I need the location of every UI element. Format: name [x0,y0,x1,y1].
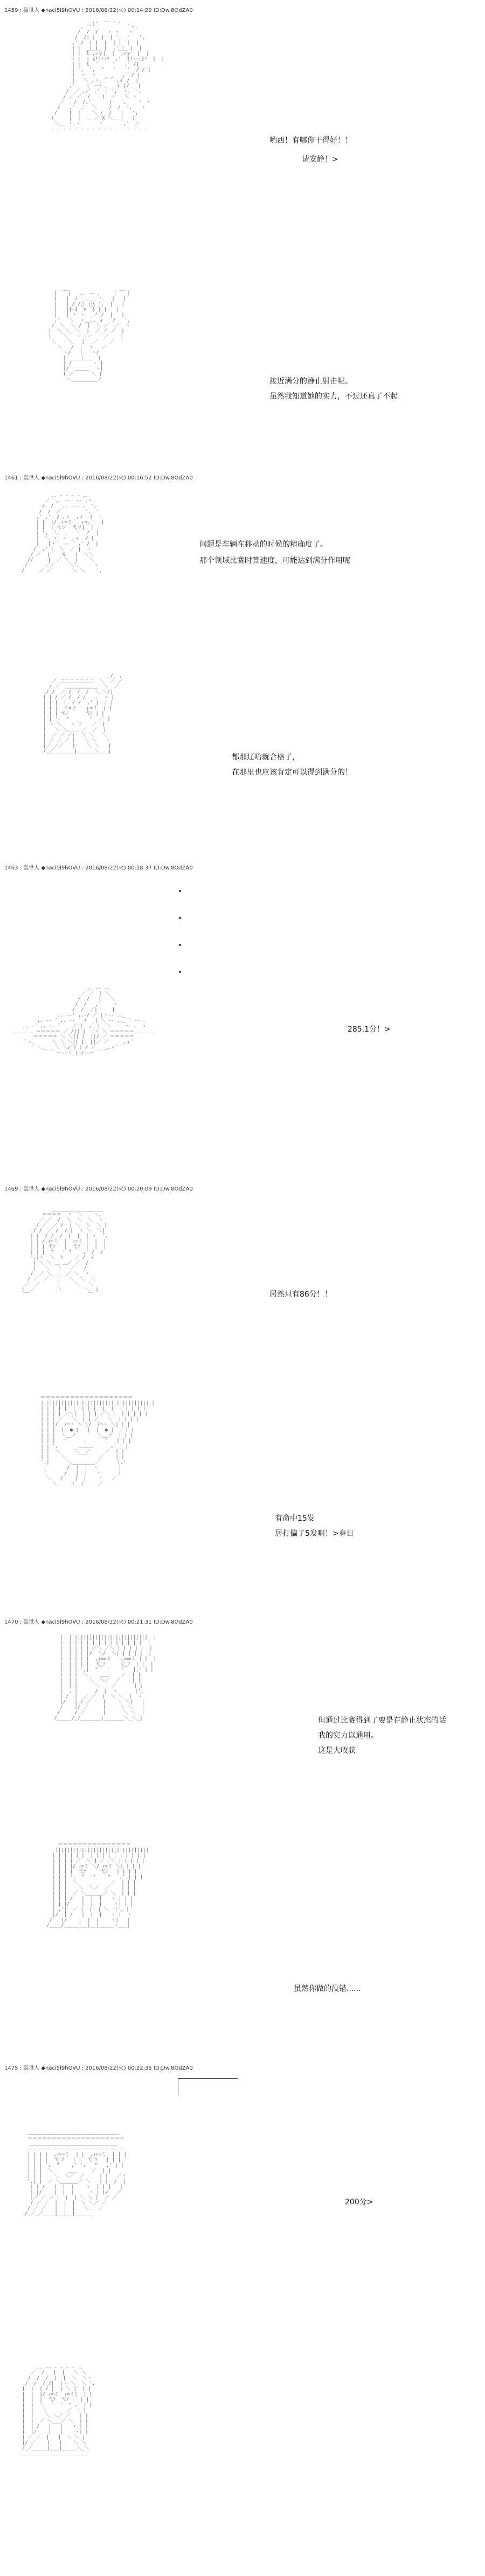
dialogue-line: 居然只有86分！！ [269,1290,332,1299]
ascii-art: ＿＿＿＿＿＿＿＿＿＿＿＿＿＿＿＿＿＿＿ ＝＝＝＝＝＝＝＝＝＝＝＝＝＝＝＝＝＝＝＝ ＿＿＿＿＿＿＿＿＿＿＿＿＿＿＿＿＿＿ ＝＝＝＝＝＝＝＝＝＝＝＝＝＝＝＝＝＝＝＝ | | | | ,ｨ==ミ | | ,ｨ==ミ | | | | | | | 弋_ｿ | | 弋_ｿ | | | | | | ', " ,' ', " ,' | | | | | ＼ ＿＿ ／ | | | | | ＼ ＼／ ／ | | ／ヽ ',| | ／ ＼______／ ＼ | | / | | | / | | | ヽ | | | | | |/ | | | ヽ | |/ ／ |／ ／ ／ | | | ＼ ＼ | ／ ／ / ／ ／ | | | ＼ ＼／ ／ / ／ ／ | | | ＼＿＿／ /_／_／____|__|__|______ [24,2131,127,2217]
dialogue-line: 但通过比赛得到了要是在静止状态的话 [318,1716,446,1725]
ascii-art: ______ ______ | ￣| ,. -- 、 | ￣ | | | / ____ ヽ | | | | / /ﾟ ﾟ\ ', | | | |{ { ▽ } } | | | | ヽ ヽ___ノ / | | ,' ＼ ヽ__,. ィ / ', / ＼ ＼ / | ＼ ／ ／ ヽ | ＼ ＼_ ＼ | ／_／ ／ | | ＼ ー |ー ／ | ＼ ＼___|___／ ／ ＼ / | ヽ ／ ヽ/ | ヽ/ | ___|___ | | / ヽ | |/ ＿＿＿ ヽ| ( ／ ＼ ) ヽ_________ノ [48,286,130,382]
bracket-line [178,2078,238,2095]
ascii-art: ＝＝＝＝＝＝＝＝＝＝＝＝＝＝＝ |||||||||||||||||||||||||||||||| | | | | | | | | | | | | | | | | | | | | ／ ＼ | ／ ＼ | | | | | | | | |/ ｨ=ミ ＼/ ｨ=ミ ＼| | | | | | | | 弋ｿ 弋ｿ | | | | | | | ', " ' " ,' | | | | | | ＼ ＿＿ ／ | | | | | | ＼ ＼／ ／ | | | | | | ／ ＼______／ ＼ | | | | | | / | | | ヽ | | | | | |/ | | | ヽ| | | | ,'| ／ | | | ＼ |', | |/ | / | | | ヽ | ヽ / |/ | | | ヽ| | /____/_____|__|__|_____ヽ___| [46,1842,149,1928]
dialogue-line: 问题是车辆在移动的时候的精确度了。 [199,540,328,549]
post-header: 1469 : 轰世人 ◆naci5l9hOVU : 2016/08/22(火) 00:20:09 ID:Dw.8OdZA0 [4,1186,193,1192]
dialogue-line: 200分> [345,2198,373,2206]
dialogue-line: 接近满分的静止射击呢。 [269,377,352,386]
ascii-art: ,. -‐ - 、 , ''" `ヽ、 / / / ヽ ヽ ヽ / /| | | | ', ' ', ,' / | | | | | | | | | _|_|_ | ,'_|_ | | | | l ,=ｙ| | ,=ｙ | | l | | {!:::ｿ ,' {!:::}ﾉ | | | | l ¨ ¨ ,' /| | ', ', " ' " / / | | ヽ ヽ _ _ ,' / | | ＼ .ヽ､ ` ´ ,イ / | ,' |｀ーｧ ､__ イ |/ | / ／ ,ｨ´ ,' | ', ヽ、 ', / ／ ／ / | ヽ ＼ ヽ ／ / /,' | ', ヽ ヽ / ,' ,' ＼ / / ', ヽ / | | ＼ / / | ', ( | | ＿ ／ X ＼＿ | ) ＼__ ヽ ヽ ヽ ,' ／ - - - - - - - - - - - - - - - - - [51,19,164,132]
dialogue-line: 虽然你做的没错...... [294,1985,361,1993]
dialogue-line: 在那里也应该肯定可以得到满分的！ [232,768,352,777]
dialogue-line: 我的实力以通用。 [318,1731,378,1740]
dialogue-line: 有命中15发 [275,1514,315,1523]
dialogue-line: 那个领域比赛时算速度，可能达到满分作用呢 [199,556,350,565]
dialogue-line: 请安静！> [302,155,338,164]
ascii-art: ,. -‐ ‐ ‐ ‐ - .、 ／ / | | ＼ ＼ / / / | | ＼ ＼ヽ / / / /| |ヽ ＼ ＼ ', | | | / | | ＼ | | | | | |/ ｨ=ミ ｨ=ミ| | | | | | 弋ｿ 弋ｿ | | | | | ', " ' " ,' | | | | ＼ ＿ ／ | | | | ＼ ＼／ ／ | | | | ／ ＼___／ ＼ | | | | / | | ヽ | | | |/ | | ヽ| | | ／ ／ | | ＼ ＼ | |/ ／ | | ＼ ＼ /_／_____|___|_____＼_＼ ＿＿＿＿＿＿＿＿＿＿＿＿＿＿ [19,2365,95,2456]
post-header: 1459 : 轰世人 ◆naci5l9hOVU : 2016/08/22(火) 00:14:29 ID:Dw.8OdZA0 [4,8,193,13]
post-header: 1463 : 轰世人 ◆naci5l9hOVU : 2016/08/22(火) 00:18:37 ID:Dw.8OdZA0 [4,865,193,871]
dialogue-line: 285.1分！> [348,1025,391,1034]
dialogue-line: 虽然我知道她的实力，不过还真了不起 [269,392,398,401]
post-header: 1470 : 轰世人 ◆naci5l9hOVU : 2016/08/22(火) 00:21:31 ID:Dw.8OdZA0 [4,1619,193,1625]
post-header: 1475 : 轰世人 ◆naci5l9hOVU : 2016/08/22(火) 00:22:35 ID:Dw.8OdZA0 [4,2065,193,2071]
ascii-art: | ||||||||||||||||||||||||||| | | | | | | | | | | | | | | | | | | | | | ／＼ ／＼ | | | | | | | | | | |/ ＼/ ＼| | | | | | | | | | | ,ｨ==ミ ,ｨ==ミ | | | | | | | | 弋_ｿ 弋_ｿ | | | | | | ',| " ' " |,' | | | | | ＼ ＿＿ ／ | | | | | ＼ ＼／ ／ | | | | | ＼____／ | | | ,'| / | ヽ |', | / | ／ ／ | ＼ ＼ | ヽ |/ | / ／ | ＼ ＼| | / |/ ／ | ＼ ＼ | / / ／ | ＼ ＼ | /_____/_/_______|_______＼_＼_| [54,1635,157,1721]
post-header: 1461 : 轰世人 ◆naci5l9hOVU : 2016/08/22(火) 00:16:52 ID:Dw.8OdZA0 [4,475,193,481]
dialogue-line: 哟西！有哪你干得好！！ [269,136,352,145]
ascii-art: ,. -‐ -、 ／ ／ | ＼ / / | ＼ / / ,' ヽ / / ／| | ,. -‐' ,.-/ ／ |ヽ‐- .,_ ,. -‐ ´ ,. -‐ ´ ｲ | ＼ ｰ- .,_ ` ‐- 、 ,. ‐´ ,. -‐ ´ ／ | ,' | ＼ ｰ- 、 ヽ ＿＿＿＿ ＝＝＝＝＝ ／ /|| | |ヽ ＼ ＝＝＝＝＝＿＿＿＿ ￣￣￣￣ ＝＝＝＝＝ ＼ ＼|| | ||/ ／ ＝＝＝＝＝￣￣￣￣ ｀ヽ､ ＼ ＼ ＼|| | ||／ ／ ,ィ´ ｀ヽ､_ ＼ ＼/|| | / ／ _,ィ´ ￣ ー--ヽ_|_/--ー ￣ [11,986,154,1056]
dialogue-line: 这是大收获 [318,1746,356,1755]
ellipsis-dots: • • • • [178,887,183,977]
ascii-art: __________________ ＝＝＝＝ ヽ ＼ ｀ヽ､ ／ ／ / ＼ ＼ ＼ ヽ / ／ ／ / | ＼ ＼ ＼ | / / ／ / / | ヽ ＼ ＼| | | / / / | | | ヽ ', | | / ｨ=ミ | ｨ=ミ | | | | | | 弋ｿ | 弋ｿ | | | | | | " ' " ,' / / ',|ヽ ＼ ﾛ ／ / / | ＼ ＼ ＿ ＿／ ／ / | ＼ | ／ / / ／ ＼__|__／ ＼ ヽ / ／ ／ | ＼ ＼ ＼ ／ ／ | ＼ ＼ ( ／ _|_ ＼ ) ￣ ￣ [22,1207,108,1298]
dialogue-line: 都那辽哈就合格了， [232,753,300,762]
dialogue-line: 居打偏了5发啊！>春日 [275,1529,354,1538]
ascii-art: _______________ _/_ , ／ 二二二二二二二 ＼ ／ ／ / ／ ___________ ＼ ／ / / ／ / / / ＼ ＼/| | | / ／ / / / , ヽ | | | | | / / ,' | | | | | | イ=ミ ィ=ミ | | | | | 弋ﾉ 弋ﾉ | | | | ', " __ " ,' | | ヽ ＼ ヽ ノ ／ | | ＼ ＼____ ／ ／ | | ／ ／ ／| ＼ ＼ ＼ | ／ ／ ／ | ＼ ＼ ヽ |／ ／／ | ＼ ＼ | / ／ | ＼ | ￣￣￣￣￣￣￣￣￣￣￣￣￣ [43,673,123,760]
ascii-art: ,. - ‐ ‐ - .、 ／ ,. -‐ ‐- .ヽ / / ,. -‐- 、 ', / / ／ ', ' ,' ,' / ,ィ ,ィ | | | | |/ ィ=ミ｀ ィ=、| | | | | 弋ソ 弋ソ| | | ', ', ､ ' ノ | | ＼ ヽ ｰ ,ィ / | | |ヽ｀ -‐ ´ ,' / | / ,' | ＼ ／ | ヽ / ／ | ｘ | ＼＼ // | ／ ＼ | ＼ / ／／ ＼＼ ヽ / ／ ／ ＼ ＼ ', [22,493,105,574]
ascii-art: ＝＝＝＝＝＝＝＝＝＝＝＝＝＝＝＝＝＝＝ ||||||||||||||||||||||||||||||||||||||| | | | | | | | | | | | | | | | | | | | | ／＼| | | | ／＼ | | | | | | | | | ／ ＼ | | ／ ＼ | | | | | | |/ /⌒ヽ ＼ |/ /⌒ヽ ＼| | | | | | | ● | | | ● | | | | | | | ヽ__ノ ヽ__ノ | | | | | | " , " | | | | | ', ＿＿＿ ,' | | | | ＼ ＼ ／ ／ | | | | ＼ ￣￣ ／ | | ',| ＼________／ |,' | / | | ヽ | | / | | ヽ | ＼ / | | ヽ ／ ＼_____|__|_____／ [40,1395,155,1487]
